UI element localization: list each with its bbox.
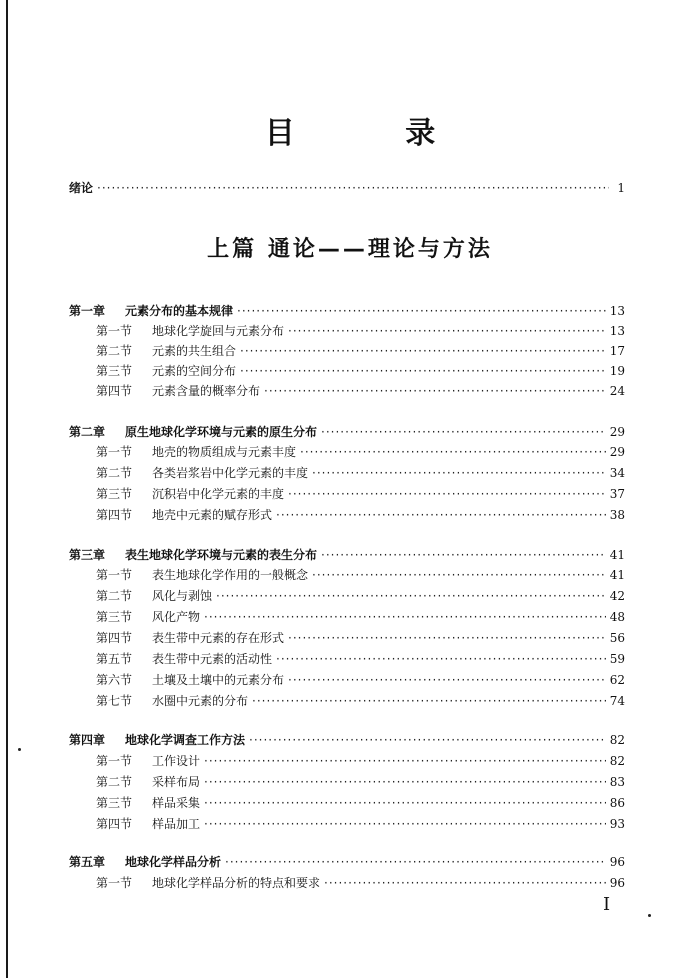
leader-dots [288,672,606,688]
section-label: 第一节 [96,445,133,459]
section-entry [96,774,625,790]
section-title: 地壳的物质组成与元素丰度 [152,445,297,459]
section-title: 地球化学样品分析的特点和要求 [152,876,321,890]
part-title: 上篇 通论——理论与方法 [207,237,493,262]
section-label: 第一节 [96,568,133,582]
leader-dots [204,774,606,790]
section-label: 第四节 [96,384,133,398]
leader-dots [204,753,606,769]
section-title: 元素的共生组合 [152,344,237,358]
chapter-label: 第四章 [69,733,106,747]
section-title: 各类岩浆岩中化学元素的丰度 [152,466,309,480]
section-entry [96,444,625,460]
section-label: 第三节 [96,796,133,810]
chapter-title: 地球化学调查工作方法 [125,733,246,747]
scan-speck [648,914,651,917]
page-number: 41 [609,568,625,582]
chapter-label: 第二章 [69,425,106,439]
section-title: 表生地球化学作用的一般概念 [152,568,309,582]
section-label: 第一节 [96,324,133,338]
leader-dots [240,343,606,359]
leader-dots [324,875,606,891]
section-label: 第四节 [96,631,133,645]
page-number: 13 [609,324,625,338]
chapter-label: 第三章 [69,548,106,562]
leader-dots [225,854,606,870]
page-number: 13 [609,304,625,318]
section-entry [96,465,625,481]
chapter-entry [69,547,625,563]
page-number: 82 [609,733,625,747]
page-number: 24 [609,384,625,398]
page-number: 96 [609,876,625,890]
section-label: 第二节 [96,589,133,603]
section-entry [96,363,625,379]
leader-dots [216,588,606,604]
entry-title: 绪论 [69,181,94,195]
leader-dots [237,303,606,319]
leader-dots [321,547,606,563]
section-entry [96,486,625,502]
section-label: 第四节 [96,508,133,522]
chapter-title: 表生地球化学环境与元素的表生分布 [125,548,318,562]
section-entry [96,588,625,604]
section-title: 沉积岩中化学元素的丰度 [152,487,285,501]
toc-intro-entry [69,180,625,196]
section-label: 第三节 [96,487,133,501]
section-entry [96,630,625,646]
page-number: 74 [609,694,625,708]
page-number: 29 [609,425,625,439]
section-label: 第三节 [96,364,133,378]
leader-dots [276,507,606,523]
folio-page-number: I [603,894,611,915]
section-entry [96,609,625,625]
section-label: 第六节 [96,673,133,687]
section-title: 元素的空间分布 [152,364,237,378]
leader-dots [240,363,606,379]
section-entry [96,672,625,688]
section-entry [96,323,625,339]
section-title: 表生带中元素的活动性 [152,652,273,666]
leader-dots [97,180,609,196]
leader-dots [300,444,606,460]
section-entry [96,507,625,523]
page-number: 38 [609,508,625,522]
section-entry [96,343,625,359]
section-title: 样品加工 [152,817,201,831]
section-entry [96,875,625,891]
page-number: 48 [609,610,625,624]
leader-dots [321,424,606,440]
page-number: 83 [609,775,625,789]
chapter-entry [69,303,625,319]
section-label: 第一节 [96,876,133,890]
page-number: 56 [609,631,625,645]
section-label: 第二节 [96,466,133,480]
chapter-entry [69,424,625,440]
chapter-label: 第一章 [69,304,106,318]
section-entry [96,651,625,667]
page-number: 29 [609,445,625,459]
page-number: 34 [609,466,625,480]
section-entry [96,693,625,709]
page-title: 目 录 [264,116,486,151]
leader-dots [249,732,606,748]
page-number: 86 [609,796,625,810]
section-title: 地壳中元素的赋存形式 [152,508,273,522]
section-entry [96,383,625,399]
page-number: 42 [609,589,625,603]
section-entry [96,816,625,832]
section-label: 第四节 [96,817,133,831]
section-title: 风化产物 [152,610,201,624]
chapter-entry [69,732,625,748]
section-title: 风化与剥蚀 [152,589,213,603]
page-number: 37 [609,487,625,501]
section-entry [96,795,625,811]
page-number: 82 [609,754,625,768]
page-number: 1 [617,181,625,195]
leader-dots [204,609,606,625]
leader-dots [312,465,606,481]
section-title: 地球化学旋回与元素分布 [152,324,285,338]
section-label: 第五节 [96,652,133,666]
leader-dots [288,630,606,646]
section-title: 采样布局 [152,775,201,789]
section-title: 水圈中元素的分布 [152,694,249,708]
section-title: 元素含量的概率分布 [152,384,261,398]
section-entry [96,753,625,769]
section-title: 土壤及土壤中的元素分布 [152,673,285,687]
section-entry [96,567,625,583]
page-number: 19 [609,364,625,378]
chapter-title: 原生地球化学环境与元素的原生分布 [125,425,318,439]
section-label: 第二节 [96,344,133,358]
leader-dots [264,383,606,399]
chapter-entry [69,854,625,870]
scan-speck [18,748,21,751]
leader-dots [288,323,606,339]
leader-dots [288,486,606,502]
section-title: 表生带中元素的存在形式 [152,631,285,645]
chapter-title: 地球化学样品分析 [125,855,222,869]
section-title: 工作设计 [152,754,201,768]
page-number: 59 [609,652,625,666]
section-label: 第一节 [96,754,133,768]
section-label: 第三节 [96,610,133,624]
section-label: 第七节 [96,694,133,708]
leader-dots [204,795,606,811]
leader-dots [252,693,606,709]
section-label: 第二节 [96,775,133,789]
leader-dots [204,816,606,832]
chapter-title: 元素分布的基本规律 [125,304,234,318]
page-number: 93 [609,817,625,831]
page-number: 17 [609,344,625,358]
chapter-label: 第五章 [69,855,106,869]
section-title: 样品采集 [152,796,201,810]
page-number: 96 [609,855,625,869]
page-number: 62 [609,673,625,687]
leader-dots [276,651,606,667]
leader-dots [312,567,606,583]
page-number: 41 [609,548,625,562]
